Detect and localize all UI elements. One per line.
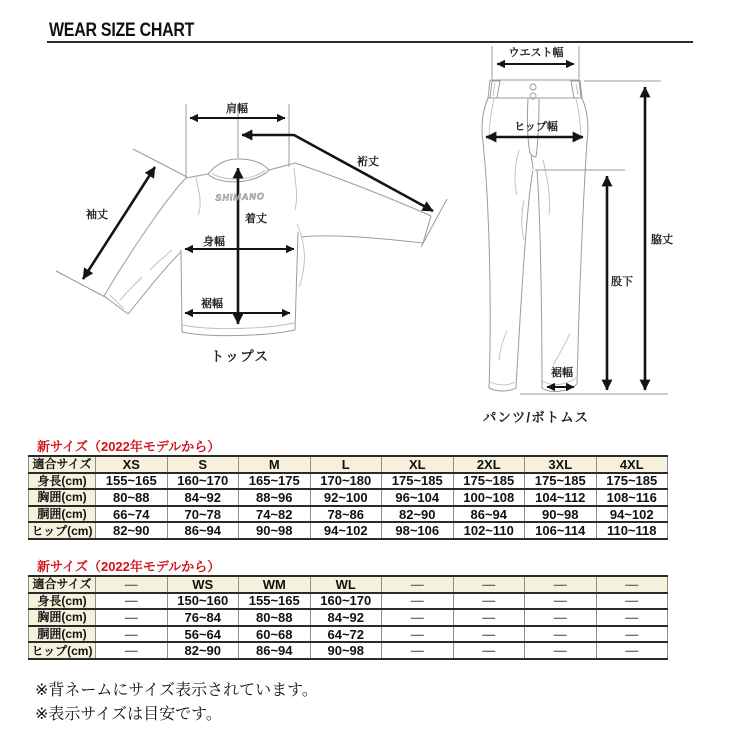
measure-value-cell: 70~78 [167,506,239,523]
measure-value-cell: — [453,642,525,659]
shoulder-width-label: 肩幅 [226,103,248,115]
measure-value-cell: — [453,626,525,643]
size-header-cell: 3XL [525,456,597,473]
measure-value-cell: 175~185 [525,473,597,490]
measure-value-cell: 100~108 [453,489,525,506]
measure-label-cell: ヒップ(cm) [29,642,96,659]
sleeve-reach-arrow [242,135,433,211]
measure-row [29,609,668,626]
measure-value-cell: — [596,593,668,610]
size-header-cell: WM [239,576,311,593]
size-header-cell: — [96,576,168,593]
measure-value-cell: 108~116 [596,489,668,506]
measure-value-cell: 92~100 [310,489,382,506]
measure-label-cell: 身長(cm) [29,473,96,490]
measure-value-cell: — [596,642,668,659]
measure-value-cell: — [525,593,597,610]
measure-value-cell: 84~92 [167,489,239,506]
measure-value-cell: — [382,593,454,610]
measure-value-cell: 80~88 [239,609,311,626]
hip-width-label: ヒップ幅 [514,121,558,133]
inseam-label: 股下 [611,276,633,288]
measure-label-cell: 胸囲(cm) [29,609,96,626]
measure-value-cell: 110~118 [596,522,668,539]
waist-width-label: ウエスト幅 [508,47,564,59]
shimano-logo: SHIMANO [215,191,265,203]
measure-label-cell: 身長(cm) [29,593,96,610]
measure-value-cell: — [596,609,668,626]
measure-value-cell: 104~112 [525,489,597,506]
fit-size-corner-cell: 適合サイズ [29,456,96,473]
measure-value-cell: 56~64 [167,626,239,643]
body-width-label: 身幅 [203,236,225,248]
measure-value-cell: 82~90 [96,522,168,539]
measure-value-cell: 90~98 [310,642,382,659]
measure-value-cell: 74~82 [239,506,311,523]
tops-hem-width-label: 裾幅 [201,298,223,310]
size-table-standard [28,455,668,540]
side-length-label: 脇丈 [651,234,673,246]
measure-value-cell: — [525,626,597,643]
footnotes [35,679,318,727]
measure-row [29,473,668,490]
measure-value-cell: 94~102 [310,522,382,539]
measure-value-cell: 175~185 [382,473,454,490]
measure-row [29,522,668,539]
measure-value-cell: — [382,609,454,626]
measure-value-cell: 165~175 [239,473,311,490]
measure-value-cell: 90~98 [239,522,311,539]
pants-hem-width-label: 裾幅 [551,367,573,379]
tops-illustration [104,159,431,336]
measure-value-cell: 84~92 [310,609,382,626]
measure-value-cell: — [96,626,168,643]
measure-label-cell: 胴囲(cm) [29,626,96,643]
measure-value-cell: 155~165 [96,473,168,490]
measure-value-cell: 60~68 [239,626,311,643]
measure-value-cell: 88~96 [239,489,311,506]
measure-value-cell: 86~94 [167,522,239,539]
measure-value-cell: 86~94 [239,642,311,659]
measure-row [29,506,668,523]
bottoms-caption: パンツ/ボトムス [482,410,590,425]
size-header-row [29,576,668,593]
measure-value-cell: 98~106 [382,522,454,539]
size-header-cell: — [525,576,597,593]
measure-value-cell: 64~72 [310,626,382,643]
measure-value-cell: 90~98 [525,506,597,523]
measure-value-cell: 78~86 [310,506,382,523]
size-header-cell: S [167,456,239,473]
fit-size-corner-cell: 適合サイズ [29,576,96,593]
measure-value-cell: 160~170 [310,593,382,610]
footnote-size-approximate: ※表示サイズは目安です。 [35,706,222,723]
size-table-1-title: 新サイズ（2022年モデルから） [37,439,221,454]
measure-value-cell: — [96,593,168,610]
measure-value-cell: 80~88 [96,489,168,506]
measure-value-cell: 106~114 [525,522,597,539]
page-title: WEAR SIZE CHART [49,20,195,41]
measure-row [29,642,668,659]
sleeve-length-arrow [83,167,155,279]
size-header-cell: 2XL [453,456,525,473]
body-length-label: 着丈 [245,213,267,225]
footnote-size-on-back-name: ※背ネームにサイズ表示されています。 [35,682,318,699]
measure-value-cell: 96~104 [382,489,454,506]
measure-row [29,593,668,610]
measure-value-cell: 86~94 [453,506,525,523]
measure-value-cell: 66~74 [96,506,168,523]
size-header-cell: 4XL [596,456,668,473]
size-table-2-title: 新サイズ（2022年モデルから） [37,559,221,574]
measure-value-cell: — [453,593,525,610]
measure-row [29,626,668,643]
measure-value-cell: — [96,642,168,659]
measure-value-cell: 76~84 [167,609,239,626]
measure-value-cell: — [525,642,597,659]
size-header-cell: XL [382,456,454,473]
measure-value-cell: 102~110 [453,522,525,539]
measure-value-cell: 170~180 [310,473,382,490]
measure-value-cell: 94~102 [596,506,668,523]
sleeve-reach-label: 裄丈 [357,156,379,168]
measure-value-cell: — [453,609,525,626]
measure-value-cell: 175~185 [596,473,668,490]
measure-value-cell: 82~90 [167,642,239,659]
measure-value-cell: 160~170 [167,473,239,490]
measure-value-cell: 150~160 [167,593,239,610]
measure-label-cell: 胸囲(cm) [29,489,96,506]
measure-value-cell: — [596,626,668,643]
size-header-cell: WL [310,576,382,593]
measure-value-cell: — [525,609,597,626]
size-header-cell: — [453,576,525,593]
measure-value-cell: 175~185 [453,473,525,490]
measure-row [29,489,668,506]
size-header-row [29,456,668,473]
size-header-cell: XS [96,456,168,473]
size-header-cell: L [310,456,382,473]
measure-value-cell: 82~90 [382,506,454,523]
size-header-cell: — [596,576,668,593]
measure-value-cell: — [96,609,168,626]
size-header-cell: WS [167,576,239,593]
measure-value-cell: 155~165 [239,593,311,610]
sleeve-length-label: 袖丈 [86,209,108,221]
measure-value-cell: — [382,642,454,659]
measure-value-cell: — [382,626,454,643]
size-header-cell: — [382,576,454,593]
measure-label-cell: ヒップ(cm) [29,522,96,539]
tops-caption: トップス [210,349,270,364]
size-table-womens [28,575,668,660]
size-header-cell: M [239,456,311,473]
measure-label-cell: 胴囲(cm) [29,506,96,523]
